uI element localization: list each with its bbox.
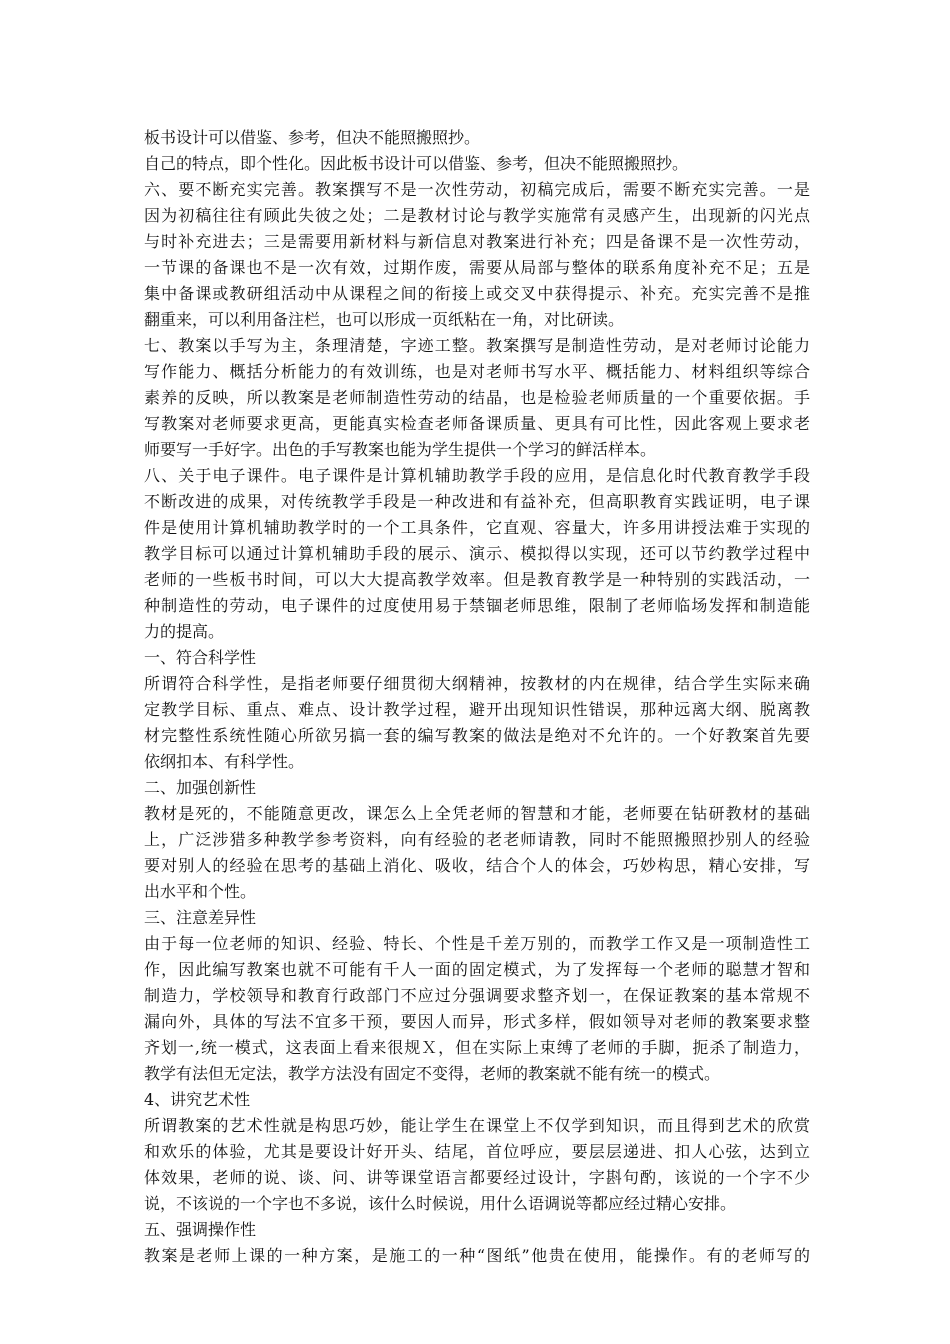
text-line: 体效果，老师的说、谈、问、讲等课堂语言都要经过设计，字斟句酌，该说的一个字不少 bbox=[144, 1168, 810, 1187]
text-line: 教学有法但无定法，教学方法没有固定不变得，老师的教案就不能有统一的模式。 bbox=[144, 1064, 721, 1083]
text-line: 说，不该说的一个字也不多说，该什么时候说，用什么语调说等都应经过精心安排。 bbox=[144, 1194, 737, 1213]
text-line: 漏向外，具体的写法不宜多干预，要因人而异，形式多样，假如领导对老师的教案要求整 bbox=[144, 1012, 810, 1031]
text-line: 教材是死的，不能随意更改，课怎么上全凭老师的智慧和才能，老师要在钻研教材的基础 bbox=[144, 804, 810, 823]
text-line: 与时补充进去；三是需要用新材料与新信息对教案进行补充；四是备课不是一次性劳动， bbox=[144, 232, 810, 251]
text-line: 八、关于电子课件。电子课件是计算机辅助教学手段的应用，是信息化时代教育教学手段 bbox=[144, 466, 810, 485]
text-line: 由于每一位老师的知识、经验、特长、个性是千差万别的，而教学工作又是一项制造性工 bbox=[144, 934, 810, 953]
text-line: 4、讲究艺术性 bbox=[144, 1090, 251, 1109]
text-line: 定教学目标、重点、难点、设计教学过程，避开出现知识性错误，那种远离大纲、脱离教 bbox=[144, 700, 810, 719]
document-body bbox=[144, 125, 810, 1269]
text-line: 老师的一些板书时间，可以大大提高教学效率。但是教育教学是一种特别的实践活动，一 bbox=[144, 570, 810, 589]
text-line: 写作能力、概括分析能力的有效训练，也是对老师书写水平、概括能力、材料组织等综合 bbox=[144, 362, 810, 381]
text-line: 所谓教案的艺术性就是构思巧妙，能让学生在课堂上不仅学到知识，而且得到艺术的欣赏 bbox=[144, 1116, 810, 1135]
text-line: 教学目标可以通过计算机辅助手段的展示、演示、模拟得以实现，还可以节约教学过程中 bbox=[144, 544, 810, 563]
text-line: 七、教案以手写为主，条理清楚，字迹工整。教案撰写是制造性劳动，是对老师讨论能力 bbox=[144, 336, 810, 355]
text-line: 三、注意差异性 bbox=[144, 908, 257, 927]
text-line: 所谓符合科学性，是指老师要仔细贯彻大纲精神，按教材的内在规律，结合学生实际来确 bbox=[144, 674, 810, 693]
text-line: 教案是老师上课的一种方案，是施工的一种“图纸”他贵在使用，能操作。有的老师写的 bbox=[144, 1246, 810, 1265]
text-line: 集中备课或教研组活动中从课程之间的衔接上或交叉中获得提示、补充。充实完善不是推 bbox=[144, 284, 810, 303]
text-line: 要对别人的经验在思考的基础上消化、吸收，结合个人的体会，巧妙构思，精心安排，写 bbox=[144, 856, 810, 875]
text-line: 自己的特点，即个性化。因此板书设计可以借鉴、参考，但决不能照搬照抄。 bbox=[144, 154, 689, 173]
text-line: 出水平和个性。 bbox=[144, 882, 257, 901]
text-line: 六、要不断充实完善。教案撰写不是一次性劳动，初稿完成后，需要不断充实完善。一是 bbox=[144, 180, 810, 199]
text-line: 材完整性系统性随心所欲另搞一套的编写教案的做法是绝对不允许的。一个好教案首先要 bbox=[144, 726, 810, 745]
text-line: 因为初稿往往有顾此失彼之处；二是教材讨论与教学实施常有灵感产生，出现新的闪光点 bbox=[144, 206, 810, 225]
text-line: 板书设计可以借鉴、参考，但决不能照搬照抄。 bbox=[144, 128, 481, 147]
text-line: 制造力，学校领导和教育行政部门不应过分强调要求整齐划一，在保证教案的基本常规不 bbox=[144, 986, 810, 1005]
text-line: 上，广泛涉猎多种教学参考资料，向有经验的老老师请教，同时不能照搬照抄别人的经验 bbox=[144, 830, 810, 849]
text-line: 种制造性的劳动，电子课件的过度使用易于禁锢老师思维，限制了老师临场发挥和制造能 bbox=[144, 596, 810, 615]
text-line: 和欢乐的体验，尤其是要设计好开头、结尾，首位呼应，要层层递进、扣人心弦，达到立 bbox=[144, 1142, 810, 1161]
text-line: 一、符合科学性 bbox=[144, 648, 257, 667]
text-line: 素养的反映，所以教案是老师制造性劳动的结晶，也是检验老师质量的一个重要依据。手 bbox=[144, 388, 810, 407]
text-line: 件是使用计算机辅助教学时的一个工具条件，它直观、容量大，许多用讲授法难于实现的 bbox=[144, 518, 810, 537]
text-line: 依纲扣本、有科学性。 bbox=[144, 752, 305, 771]
text-line: 力的提高。 bbox=[144, 622, 225, 641]
text-line: 作，因此编写教案也就不可能有千人一面的固定模式，为了发挥每一个老师的聪慧才智和 bbox=[144, 960, 810, 979]
text-line: 齐划一,统一模式，这表面上看来很规Ｘ，但在实际上束缚了老师的手脚，扼杀了制造力， bbox=[144, 1038, 810, 1057]
text-line: 五、强调操作性 bbox=[144, 1220, 257, 1239]
text-line: 二、加强创新性 bbox=[144, 778, 257, 797]
text-line: 不断改进的成果，对传统教学手段是一种改进和有益补充，但高职教育实践证明，电子课 bbox=[144, 492, 810, 511]
text-line: 师要写一手好字。出色的手写教案也能为学生提供一个学习的鲜活样本。 bbox=[144, 440, 657, 459]
text-line: 一节课的备课也不是一次有效，过期作废，需要从局部与整体的联系角度补充不足；五是 bbox=[144, 258, 810, 277]
text-line: 写教案对老师要求更高，更能真实检查老师备课质量、更具有可比性，因此客观上要求老 bbox=[144, 414, 810, 433]
text-line: 翻重来，可以利用备注栏，也可以形成一页纸粘在一角，对比研读。 bbox=[144, 310, 625, 329]
